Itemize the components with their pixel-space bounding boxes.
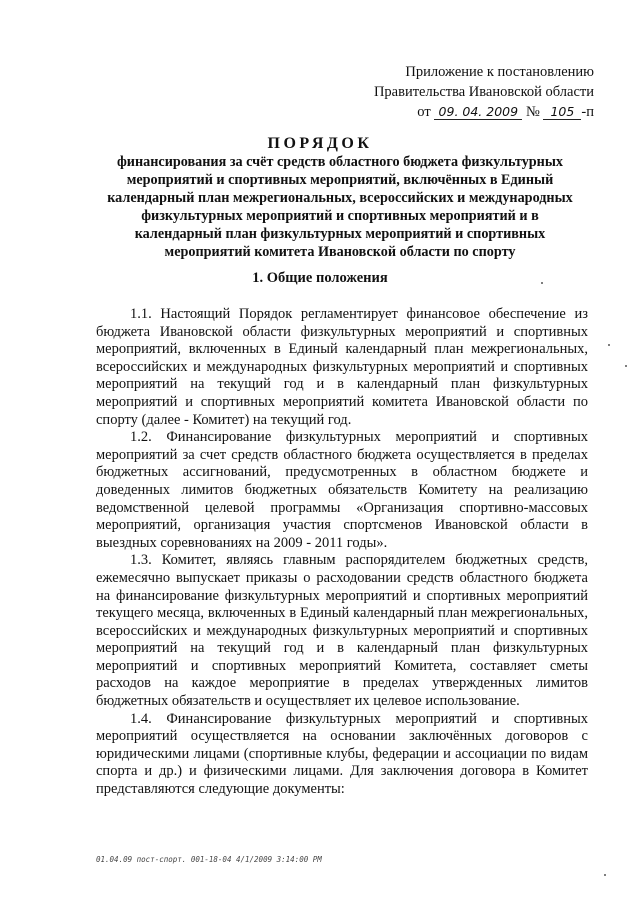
handwritten-date: 09. 04. 2009 <box>434 105 522 120</box>
number-suffix: -п <box>581 104 594 120</box>
appendix-line-2: Правительства Ивановской области <box>373 84 594 100</box>
document-title: ПОРЯДОК <box>267 135 373 152</box>
section-heading: 1. Общие положения <box>252 270 388 286</box>
appendix-line-1: Приложение к постановлению <box>405 64 594 80</box>
footer-file-info: 01.04.09 пост-спорт. 001-18-04 4/1/2009 3:14:00 PM <box>96 855 322 864</box>
paragraph-1-3: 1.3. Комитет, являясь главным распорядителем бюджетных средств, ежемесячно выпускает приказы о расходовании средств областного бюджета на финансирование физкультурных мероприятий и спортивных мероприятий текущего месяца, включенных в Единый календарный план межрегиональных, всероссийских и международных физкультурных мероприятий и спортивных мероприятий на текущий год и в календарный план физкультурных мероприятий и спортивных мероприятий Комитета, составляет сметы расходов на каждое мероприятие в пределах утвержденных лимитов бюджетных обязательств и осуществляет их целевое использование. <box>96 552 588 710</box>
handwritten-number: 105 <box>543 105 581 120</box>
document-subtitle: финансирования за счёт средств областного бюджета физкультурных мероприятий и спортивных мероприятий, включённых в Единый календарный план межрегиональных, всероссийских и международных физкультурных мероприятий и спортивных мероприятий и в календарный план физкультурных мероприятий и спортивных мероприятий комитета Ивановской области по спорту <box>107 154 573 260</box>
paragraph-1-2: 1.2. Финансирование физкультурных мероприятий и спортивных мероприятий за счет средств областного бюджета осуществляется в пределах бюджетных ассигнований, предусмотренных в областном бюджете и доведенных лимитов бюджетных обязательств Комитету на реализацию ведомственной целевой программы «Организация спортивно-массовых мероприятий, организация участия спортсменов Ивановской области в выездных соревнованиях на 2009 - 2011 годы». <box>96 429 588 551</box>
document-body <box>96 306 588 799</box>
number-sign: № <box>525 104 540 120</box>
appendix-from-prefix: от <box>417 104 431 120</box>
appendix-line-3 <box>334 102 594 122</box>
paragraph-1-4: 1.4. Финансирование физкультурных мероприятий и спортивных мероприятий осуществляется на основании заключённых договоров с юридическими лицами (спортивные клубы, федерации и ассоциации по видам спорта и др.) и физическими лицами. Для заключения договора в Комитет представляются следующие документы: <box>96 710 588 798</box>
appendix-block <box>334 62 594 122</box>
paragraph-1-1: 1.1. Настоящий Порядок регламентирует финансовое обеспечение из бюджета Ивановской области физкультурных мероприятий и спортивных мероприятий, включенных в Единый календарный план межрегиональных, всероссийских и международных физкультурных мероприятий и спортивных мероприятий на текущий год и в календарный план физкультурных мероприятий и спортивных мероприятий комитета Ивановской области по спорту (далее - Комитет) на текущий год. <box>96 306 588 428</box>
